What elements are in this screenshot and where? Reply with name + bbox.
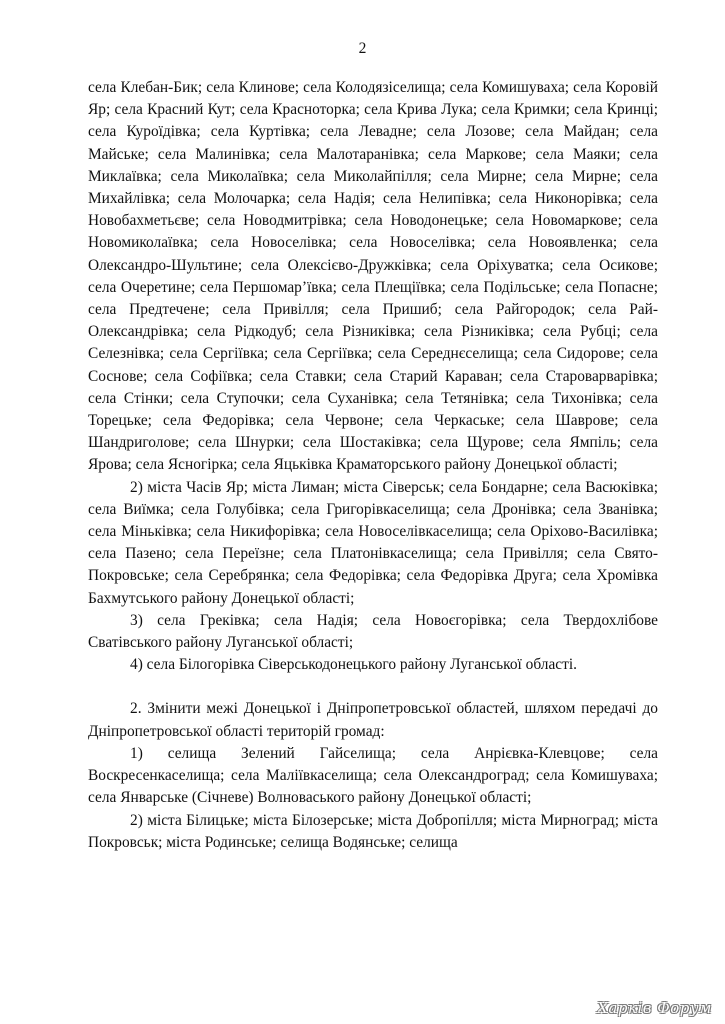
paragraph-section-2-item-2: 2) міста Білицьке; міста Білозерське; міста Добропілля; міста Мирноград; міста Покровськ; міста Родинське; селища Водянське; селища: [88, 811, 658, 851]
paragraph-item-3: 3) села Греківка; села Надія; села Новоєгорівка; села Твердохлібове Сватівського району Луганської області;: [88, 611, 658, 652]
paragraph-item-4: 4) села Білогорівка Сіверськодонецького району Луганської області.: [130, 656, 577, 674]
section-gap: [88, 676, 658, 698]
paragraph-list-continuation: села Клебан-Бик; села Клинове; села Колодязіселища; села Комишуваха; села Коровій Яр; села Красний Кут; села Красноторка; села Крива Лука; села Кримки; села Кринці; села Куроїдівка; села Куртівка; села Левадне; села Лозове; села Майдан; села Майське; села Малинівка; села Малотаранівка; села Маркове; села Маяки; села Миклаївка; села Миколаївка; села Миколайпілля; села Мирне; села Мирне; села Михайлівка; села Молочарка; села Надія; села Нелипівка; села Никонорівка; села Новобахметьєве; села Новодмитрівка; села Новодонецьке; села Новомаркове; села Новомиколаївка; села Новоселівка; села Новоселівка; села Новоявленка; села Олександро-Шультине; села Олексієво-Дружківка; села Оріхуватка; села Осикове; села Очеретине; села Першомар’ївка; села Плещіївка; села Подільське; села Попасне; села Предтечене; села Привілля; села Пришиб; села Райгородок; села Рай-Олександрівка; села Рідкодуб; села Різниківка; села Різниківка; села Рубці; села Селезнівка; села Сергіївка; села Сергіївка; села Середнєселища; села Сидорове; села Соснове; села Софіївка; села Ставки; села Старий Караван; села Староварварівка; села Стінки; села Ступочки; села Суханівка; села Тетянівка; села Тихонівка; села Торецьке; села Федорівка; села Червоне; села Черкаське; села Шаврове; села Шандриголове; села Шнурки; села Шостаківка; села Щурове; села Ямпіль; села Ярова; села Ясногірка; села Яцьківка Краматорського району Донецької області;: [88, 79, 658, 474]
document-body: [88, 77, 658, 854]
paragraph-section-2: 2. Змінити межі Донецької і Дніпропетровської областей, шляхом передачі до Дніпропетровської області територій громад:: [88, 700, 658, 740]
paragraph-section-2-item-1: 1) селища Зелений Гайселища; села Анрієвка-Клевцове; села Воскресенкаселища; села Маліївкаселища; села Олександроград; села Комишуваха; села Январське (Січневе) Волноваського району Донецької області;: [88, 744, 658, 807]
paragraph-item-2: 2) міста Часів Яр; міста Лиман; міста Сіверськ; села Бондарне; села Васюківка; села Виїмка; села Голубівка; села Григорівкаселища; села Дронівка; села Званівка; села Міньківка; села Никифорівка; села Новоселівкаселища; села Оріхово-Василівка; села Пазено; села Переїзне; села Платонівкаселища; села Привілля; села Свято-Покровське; села Серебрянка; села Федорівка; села Федорівка Друга; села Хромівка Бахмутського району Донецької області;: [88, 478, 658, 607]
watermark-logo: Харків Форум: [597, 999, 712, 1017]
page-number: 2: [358, 40, 367, 57]
